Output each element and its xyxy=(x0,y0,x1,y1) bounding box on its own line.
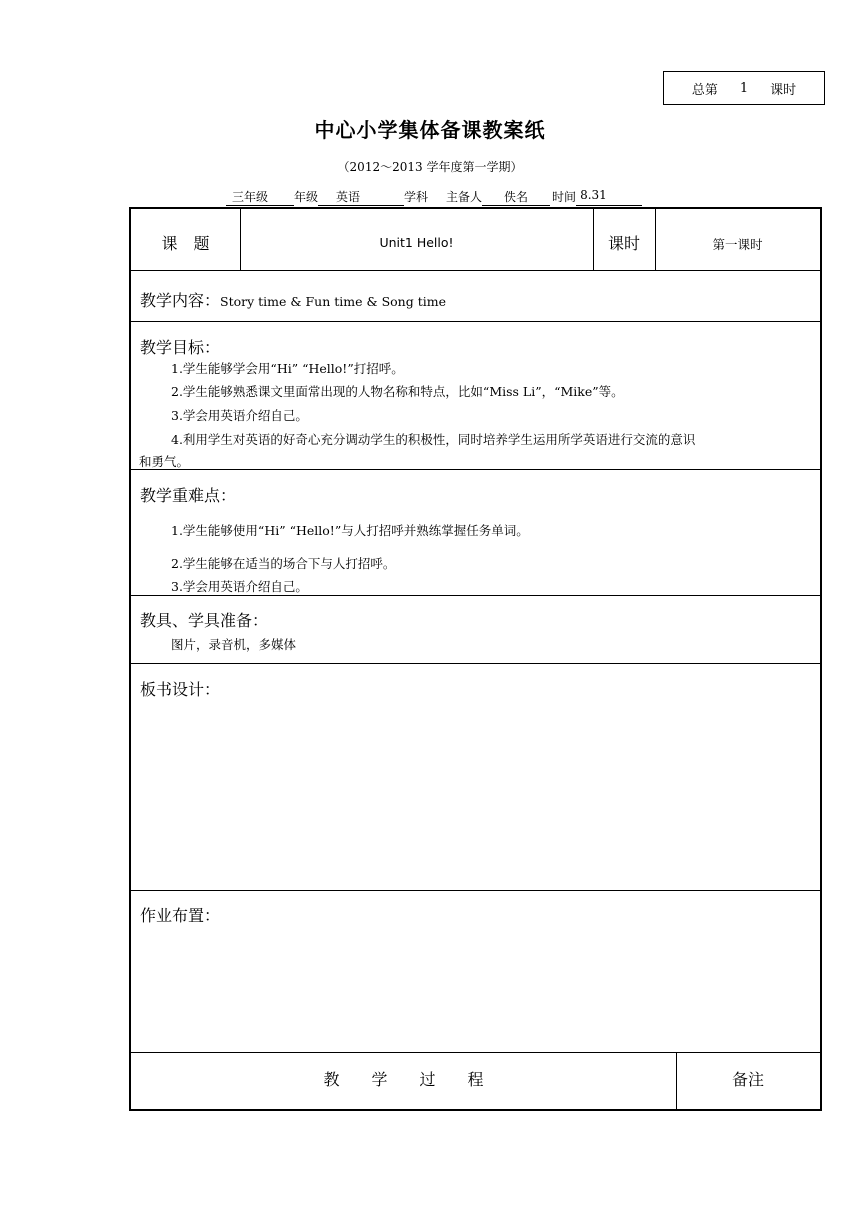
lesson-counter-suffix: 课时 xyxy=(770,82,797,98)
page-title: 中心小学集体备课教案纸 xyxy=(314,118,546,142)
divider xyxy=(131,469,820,470)
info-line xyxy=(226,188,642,206)
lesson-counter-box xyxy=(663,71,825,105)
grade-label: 年级 xyxy=(294,190,319,204)
key-point-item: 3.学会用英语介绍自己。 xyxy=(171,579,308,594)
lesson-plan-table xyxy=(129,207,822,1111)
divider xyxy=(131,321,820,322)
preparer-value: 佚名 xyxy=(482,188,550,206)
board-design-label: 板书设计： xyxy=(140,680,221,699)
notes-label: 备注 xyxy=(731,1070,764,1089)
topic-label: 课 题 xyxy=(161,234,210,253)
key-points-label: 教学重难点： xyxy=(140,486,237,505)
topic-value: Unit1 Hello! xyxy=(379,235,454,250)
lesson-counter-number: 1 xyxy=(739,80,749,96)
content-label xyxy=(140,288,446,311)
period-label: 课时 xyxy=(607,234,640,253)
divider xyxy=(131,595,820,596)
subject-value: 英语 xyxy=(318,188,378,206)
spacer xyxy=(428,188,446,206)
content-label-text: 教学内容： xyxy=(140,291,221,310)
divider xyxy=(131,270,820,271)
objective-item: 4.利用学生对英语的好奇心充分调动学生的积极性，同时培养学生运用所学英语进行交流的意识 xyxy=(171,432,696,447)
divider xyxy=(131,1052,820,1053)
subject-blank xyxy=(378,188,404,206)
key-point-item: 2.学生能够在适当的场合下与人打招呼。 xyxy=(171,556,396,571)
time-value: 8.31 xyxy=(576,188,642,206)
content-value: Story time & Fun time & Song time xyxy=(220,294,446,309)
objective-item: 3.学会用英语介绍自己。 xyxy=(171,408,308,423)
grade-value: 三年级 xyxy=(226,188,274,206)
divider xyxy=(131,663,820,664)
divider xyxy=(131,890,820,891)
term-subtitle: （2012～2013 学年度第一学期） xyxy=(337,160,523,174)
key-point-item: 1.学生能够使用“Hi” “Hello!”与人打招呼并熟练掌握任务单词。 xyxy=(171,523,529,538)
materials-value: 图片，录音机，多媒体 xyxy=(171,637,297,652)
grade-blank xyxy=(274,188,294,206)
preparer-label: 主备人 xyxy=(446,190,483,204)
lesson-counter-prefix: 总第 xyxy=(691,82,718,98)
materials-label: 教具、学具准备： xyxy=(140,611,269,630)
homework-label: 作业布置： xyxy=(140,906,221,925)
process-label: 教 学 过 程 xyxy=(323,1070,484,1089)
objectives-label: 教学目标： xyxy=(140,338,221,357)
subject-label: 学科 xyxy=(404,190,429,204)
objective-item: 1.学生能够学会用“Hi” “Hello!”打招呼。 xyxy=(171,361,404,376)
objective-item: 2.学生能够熟悉课文里面常出现的人物名称和特点，比如“Miss Li”，“Mike”等。 xyxy=(171,384,624,399)
period-value: 第一课时 xyxy=(712,237,763,252)
time-label: 时间 xyxy=(552,190,577,204)
objective-item: 和勇气。 xyxy=(139,454,190,469)
